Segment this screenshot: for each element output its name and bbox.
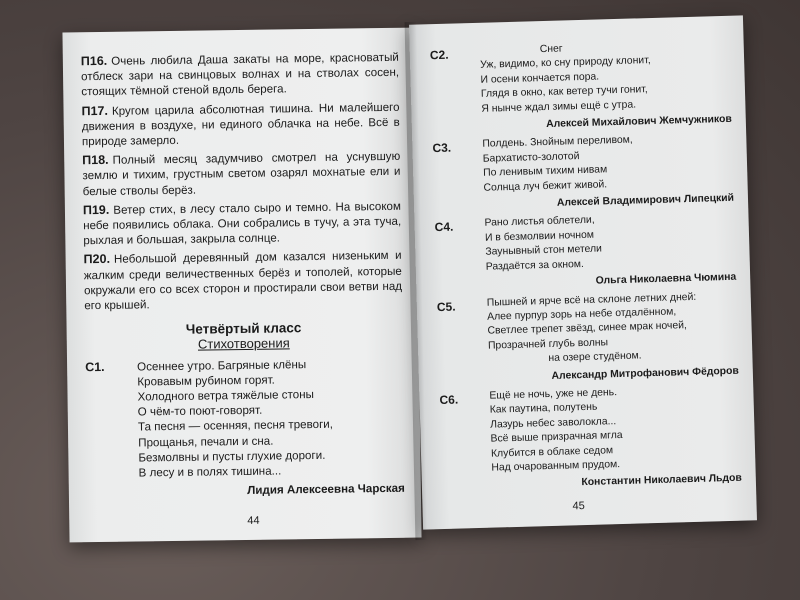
paragraph-p17: [81, 99, 400, 149]
poem-line: Прозрачней глубь волны: [487, 337, 609, 352]
poem-line: Та песня — осенняя, песня тревоги,: [137, 418, 334, 434]
section-subtitle: Стихотворения: [197, 335, 290, 353]
poem-line: Над очарованным прудом.: [491, 459, 621, 474]
paragraph-text: Полный месяц задумчиво смотрел на уснувшую землю и тихим, грустным светом озарял мохнатые ели и белые стволы берёз.: [82, 149, 401, 198]
section-title: Четвёртый класс: [185, 320, 302, 338]
paragraph-text: Ветер стих, в лесу стало сыро и темно. На высоком небе появились облака. Они собрались в тучу, а эта туча, рыхлая и большая, закрыла солнце.: [83, 199, 402, 248]
poem-line: Светлее трепет звёзд, синее мрак ночей,: [487, 320, 688, 337]
poem-line: Осеннее утро. Багряные клёны: [137, 357, 307, 374]
poem-line: на озере студёном.: [548, 350, 642, 365]
paragraph-p16: [81, 50, 400, 100]
poem-c6: [439, 383, 741, 478]
poem-author: Александр Митрофанович Фёдоров: [551, 365, 739, 382]
poem-c5: [437, 289, 739, 369]
poem-line: В лесу и в полях тишина...: [138, 464, 282, 480]
poem-line: Полдень. Знойным переливом,: [482, 134, 633, 151]
poem-line: Уж, видимо, ко сну природу клонит,: [480, 55, 651, 72]
poem-line: Глядя в окно, как ветер тучи гонит,: [480, 84, 648, 100]
paragraph-p19: [83, 199, 402, 249]
paragraph-p20: [84, 248, 403, 313]
open-book: [58, 8, 758, 548]
paragraph-text: Очень любила Даша закаты на море, красноватый отблеск зари на свинцовых волнах и на стволах сосен, стоящих тёмной стеной вдоль берега.: [80, 50, 400, 99]
poem-line: О чём-то поют-говорят.: [137, 403, 263, 419]
poem-line: Прощанья, печали и сна.: [138, 434, 274, 450]
page-number: 44: [247, 514, 260, 527]
poem-line: Рано листья облетели,: [484, 215, 595, 230]
left-page-content: [81, 50, 405, 505]
poem-c4: [434, 210, 735, 276]
page-number: 45: [572, 500, 585, 513]
paragraph-number: П17.: [81, 103, 109, 118]
poem-number: С3.: [432, 141, 452, 156]
paragraph-p18: [82, 149, 401, 199]
poem-line: Как паутина, полутень: [489, 401, 598, 416]
paragraph-number: П18.: [82, 153, 109, 168]
poem-line: Кровавым рубином горят.: [137, 373, 275, 389]
paragraph-number: П19.: [82, 202, 110, 218]
poem-line: Я нынче ждал зимы ещё с утра.: [481, 99, 637, 115]
poem-line: Солнца луч бежит живой.: [483, 178, 608, 194]
poem-title: Снег: [539, 43, 563, 56]
poem-c1: [85, 355, 405, 481]
poem-line: Безмолвны и пусты глухие дороги.: [138, 448, 326, 465]
paragraph-text: Кругом царила абсолютная тишина. Ни малейшего движения в воздухе, ни единого облачка на небе. Всё в природе замерло.: [81, 100, 400, 149]
poem-line: Холодного ветра тяжёлые стоны: [137, 388, 315, 404]
poem-line: Пышней и ярче всё на склоне летних дней:: [486, 291, 697, 309]
right-page: [409, 15, 757, 529]
paragraph-number: П20.: [83, 252, 111, 267]
poem-c3: [432, 131, 733, 197]
poem-author: Лидия Алексеевна Чарская: [247, 482, 405, 498]
poem-author: Ольга Николаевна Чюмина: [595, 271, 737, 287]
poem-author: Алексей Владимирович Липецкий: [556, 192, 735, 209]
right-page-content: [430, 38, 743, 499]
poem-line: Бархатисто-золотой: [482, 150, 580, 165]
poem-number: С6.: [439, 392, 459, 407]
poem-line: Всё выше призрачная мгла: [490, 430, 623, 445]
poem-line: Раздаётся за окном.: [485, 258, 584, 273]
paragraph-text: Небольшой деревянный дом казался низеньким и жалким среди величественных берёз и тополей, которые окружали его со всех сторон и простирали свои ветви над его крышей.: [83, 249, 403, 313]
poem-c2: [430, 38, 732, 118]
poem-line: По ленивым тихим нивам: [483, 164, 608, 179]
poem-number: С1.: [85, 359, 105, 374]
poem-line: Алее пурпур зорь на небе отдалённом,: [487, 306, 677, 323]
poem-number: С2.: [429, 47, 449, 63]
poem-author: Алексей Михайлович Жемчужников: [546, 113, 732, 130]
poem-line: И осени кончается пора.: [480, 71, 600, 86]
poem-number: С4.: [434, 220, 454, 235]
poem-number: С5.: [436, 299, 456, 314]
poem-line: Ещё не ночь, уже не день.: [489, 387, 618, 402]
poem-line: Лазурь небес заволокла...: [490, 415, 617, 431]
poem-line: Заунывный стон метели: [485, 243, 603, 258]
poem-line: Клубится в облаке седом: [490, 444, 614, 460]
left-page: [62, 28, 421, 543]
paragraph-number: П16.: [80, 53, 108, 69]
poem-line: И в безмолвии ночном: [484, 229, 595, 244]
poem-author: Константин Николаевич Льдов: [581, 473, 742, 489]
